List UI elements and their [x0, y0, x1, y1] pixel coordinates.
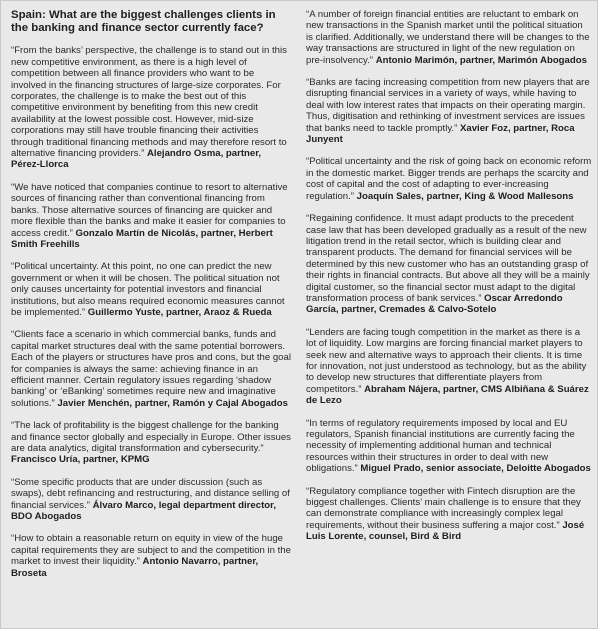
quote-menchen — [11, 329, 291, 409]
quote-uria — [11, 420, 291, 466]
quote-text: “A number of foreign financial entities are reluctant to embark on new transactions in the Spanish market until the political situation is clarified. Additionally, we understand there will be changes to the way transactions are structured in light of the new regulation on pre-insolvency.” — [306, 9, 590, 66]
quote-sales — [306, 156, 592, 202]
quote-foz — [306, 77, 592, 145]
quote-text: “Some specific products that are under discussion (such as swaps), debt refinancing and restructuring, and distance selling of financial services.” — [11, 476, 290, 511]
quote-text: “Political uncertainty and the risk of going back on economic reform in the domestic market. Bigger trends are perhaps the scarcity and cost of capital and the cost of adapting to ever-increasing regulation.” — [306, 156, 592, 202]
quote-text: “Regaining confidence. It must adapt products to the precedent case law that has been developed gradually as a result of the new litigation trend in the retail sector, which is building clear and transparent products. The demand for financial services will be determined by this new customer who has an outstanding grasp of their rights in financial contracts. But above all they will be a mainly digital customer, so the financial sector must adapt to the digital transformation process of bank services.” — [306, 213, 590, 304]
quote-text: “How to obtain a reasonable return on equity in view of the huge capital requirements they are subject to and the competition in the market to invest their liquidity.” — [11, 533, 291, 568]
quote-marco — [11, 477, 291, 523]
quote-text: “Clients face a scenario in which commercial banks, funds and capital market structures deal with the same potential borrowers. Each of the players or structures have pros and cons, but the goal for companies is always the same: achieving finance in an efficient manner. Certain regulatory issues regarding ‘shadow banking’ or ‘eBanking’ sometimes require new and imaginative solutions.” — [11, 329, 291, 409]
quote-attribution: Joaquín Sales, partner, King & Wood Mallesons — [356, 190, 574, 202]
quote-attribution: Javier Menchén, partner, Ramón y Cajal Abogados — [57, 397, 288, 409]
quote-attribution: Antonio Marimón, partner, Marimón Abogados — [375, 54, 587, 66]
quote-najera — [306, 327, 592, 407]
quote-prado — [306, 418, 592, 475]
quote-arredondo — [306, 213, 592, 316]
quote-attribution: Oscar Arredondo García, partner, Cremades & Calvo-Sotelo — [306, 292, 563, 316]
quote-attribution: Guillermo Yuste, partner, Araoz & Rueda — [87, 306, 272, 318]
quote-yuste — [11, 261, 291, 318]
quote-attribution: Alejandro Osma, partner, Pérez-Llorca — [11, 148, 262, 171]
quote-text: “We have noticed that companies continue to resort to alternative sources of financing rather than conventional financing from banks. Those alternative sources of financing are quicker and more flexible than the banks and make it easier for companies to access credit.” — [11, 181, 288, 239]
quote-text: “Political uncertainty. At this point, no one can predict the new government or when it will be chosen. The political situation not only causes uncertainty for potential investors and financial institutions, but also means required economic measures cannot be implemented.” — [11, 261, 285, 318]
quote-text: “The lack of profitability is the biggest challenge for the banking and finance sector globally and especially in Europe. Other issues are data analytics, digital transformation and cybersecurity.” — [11, 420, 291, 454]
quote-marimon — [306, 9, 592, 66]
quote-attribution: José Luis Lorente, counsel, Bird & Bird — [306, 519, 585, 543]
quote-osma — [11, 45, 291, 170]
quote-text: “Regulatory compliance together with Fintech disruption are the biggest challenges. Clients’ main challenge is to ensure that they can demonstrate compliance with increasingly complex legal requirements, without their business suffering a major cost.” — [306, 485, 581, 531]
quote-attribution: Miguel Prado, senior associate, Deloitte Abogados — [360, 463, 591, 475]
quote-lorente — [306, 486, 592, 543]
right-column — [306, 9, 592, 554]
article-heading: Spain: What are the biggest challenges clients in the banking and finance sector currently face? — [11, 9, 276, 35]
quote-navarro — [11, 533, 291, 579]
quote-attribution: Xavier Foz, partner, Roca Junyent — [306, 122, 575, 146]
quote-text: “From the banks’ perspective, the challenge is to stand out in this new competitive environment, as there is a high level of competition between all finance providers who want to be involved in the financing structures of large-size corporates. For corporates, the challenge is to make the best out of this competitive environment by benefiting from this new credit availability at the lowest possible cost. However, mid-size corporations may still have trouble financing their activities through traditional financing methods and may therefore resort to alternative financing providers.” — [11, 45, 287, 160]
quote-attribution: Antonio Navarro, partner, Broseta — [11, 556, 259, 579]
quote-attribution: Gonzalo Martín de Nicolás, partner, Herbert Smith Freehills — [11, 227, 273, 250]
quote-text: “In terms of regulatory requirements imposed by local and EU regulators, Spanish financial institutions are currently facing the necessity of implementing additional human and technical resources within their structures in order to deal with new obligations.” — [306, 417, 575, 475]
quote-text: “Banks are facing increasing competition from new players that are disrupting financial services in a variety of ways, while having to deal with low interest rates that impacts on their operating margin. Thus, digitisation and rethinking of investment services are issues that banks need to tackle promptly.” — [306, 77, 590, 134]
quote-attribution: Álvaro Marco, legal department director, BDO Abogados — [11, 499, 276, 523]
quote-attribution: Abraham Nájera, partner, CMS Albiñana & Suárez de Lezo — [306, 383, 589, 407]
quote-text: “Lenders are facing tough competition in the market as there is a lot of liquidity. Low margins are forcing financial market players to seek new and alternative ways to approach their clients. It is time for innovation, not just understood as technology, but as the ability to develop new structures that differentiate players from competitors.” — [306, 326, 587, 395]
left-column — [11, 9, 291, 590]
quote-attribution: Francisco Uría, partner, KPMG — [11, 454, 150, 466]
quote-martin-de-nicolas — [11, 182, 291, 250]
